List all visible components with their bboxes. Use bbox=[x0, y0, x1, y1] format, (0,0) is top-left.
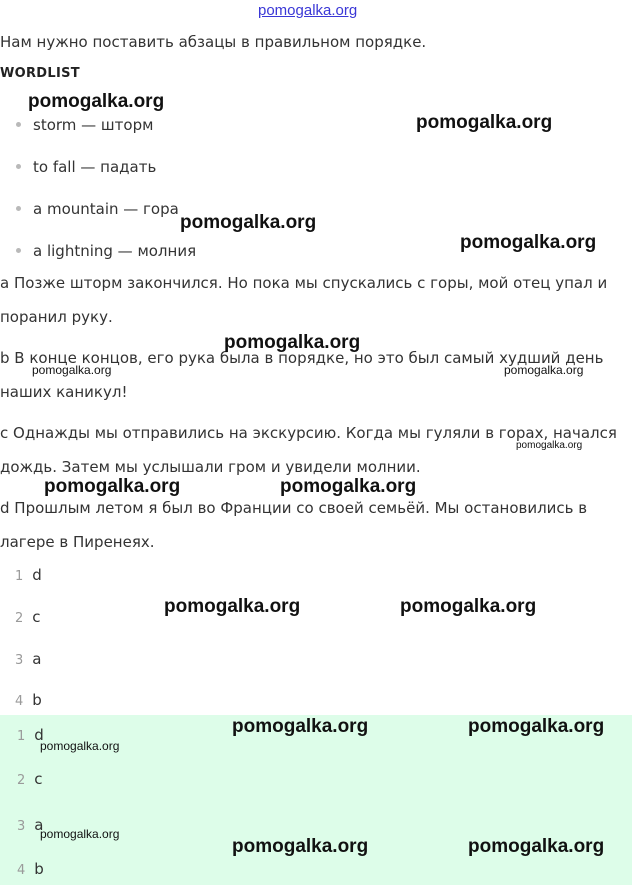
paragraph-d-line-1: d Прошлым летом я был во Франции со своей семьёй. Мы остановились в bbox=[0, 499, 588, 517]
watermark: pomogalka.org bbox=[28, 91, 165, 112]
site-link[interactable]: pomogalka.org bbox=[258, 2, 358, 19]
wordlist-item bbox=[16, 242, 196, 260]
bullet-icon bbox=[16, 122, 21, 127]
wordlist-item bbox=[16, 158, 156, 176]
paragraph-b-line-1: b В конце концов, его рука была в порядке, но это был самый худший день bbox=[0, 349, 604, 367]
answer-letter: b bbox=[34, 860, 44, 878]
watermark: pomogalka.org bbox=[416, 112, 553, 133]
watermark: pomogalka.org bbox=[40, 827, 120, 841]
watermark: pomogalka.org bbox=[516, 440, 583, 451]
answer-letter: c bbox=[34, 770, 43, 788]
correct-answer-row bbox=[17, 859, 44, 878]
watermark: pomogalka.org bbox=[164, 596, 301, 617]
watermark: pomogalka.org bbox=[44, 476, 181, 497]
answer-row bbox=[15, 649, 41, 668]
answer-number: 1 bbox=[15, 569, 24, 584]
watermark: pomogalka.org bbox=[468, 716, 605, 737]
answer-number: 2 bbox=[15, 611, 24, 626]
answer-row bbox=[15, 607, 41, 626]
paragraph-c-line-2: дождь. Затем мы услышали гром и увидели молнии. bbox=[0, 458, 421, 476]
paragraph-a-line-2: поранил руку. bbox=[0, 308, 113, 326]
bullet-icon bbox=[16, 164, 21, 169]
paragraph-c-line-1: c Однажды мы отправились на экскурсию. Когда мы гуляли в горах, начался bbox=[0, 424, 617, 442]
watermark: pomogalka.org bbox=[40, 739, 120, 753]
answer-row bbox=[15, 690, 42, 709]
bullet-icon bbox=[16, 206, 21, 211]
wordlist-item-text: storm — шторм bbox=[33, 116, 154, 134]
wordlist-title: WORDLIST bbox=[0, 66, 80, 81]
answer-number: 2 bbox=[17, 773, 26, 788]
answer-letter: c bbox=[32, 608, 41, 626]
wordlist-item-text: a lightning — молния bbox=[33, 242, 197, 260]
watermark: pomogalka.org bbox=[504, 363, 584, 377]
paragraph-d-line-2: лагере в Пиренеях. bbox=[0, 533, 155, 551]
answer-letter: a bbox=[32, 650, 42, 668]
answer-letter: d bbox=[32, 566, 42, 584]
watermark: pomogalka.org bbox=[400, 596, 537, 617]
bullet-icon bbox=[16, 248, 21, 253]
wordlist-item-text: to fall — падать bbox=[33, 158, 157, 176]
answer-number: 3 bbox=[15, 653, 24, 668]
answer-number: 3 bbox=[17, 819, 26, 834]
watermark: pomogalka.org bbox=[232, 716, 369, 737]
watermark: pomogalka.org bbox=[224, 332, 361, 353]
correct-answer-row bbox=[17, 769, 43, 788]
answer-number: 4 bbox=[17, 863, 26, 878]
answer-letter: a bbox=[34, 816, 44, 834]
answer-row bbox=[15, 565, 42, 584]
answer-number: 4 bbox=[15, 694, 24, 709]
paragraph-b-line-2: наших каникул! bbox=[0, 383, 128, 401]
paragraph-a-line-1: a Позже шторм закончился. Но пока мы спускались с горы, мой отец упал и bbox=[0, 274, 608, 292]
wordlist-item bbox=[16, 116, 153, 134]
wordlist-item bbox=[16, 200, 179, 218]
wordlist-item-text: a mountain — гора bbox=[33, 200, 179, 218]
watermark: pomogalka.org bbox=[280, 476, 417, 497]
answer-number: 1 bbox=[17, 729, 26, 744]
watermark: pomogalka.org bbox=[232, 836, 369, 857]
watermark: pomogalka.org bbox=[180, 212, 317, 233]
watermark: pomogalka.org bbox=[460, 232, 597, 253]
answer-letter: d bbox=[34, 726, 44, 744]
task-instruction: Нам нужно поставить абзацы в правильном порядке. bbox=[0, 33, 427, 51]
watermark: pomogalka.org bbox=[32, 363, 112, 377]
watermark: pomogalka.org bbox=[468, 836, 605, 857]
answer-letter: b bbox=[32, 691, 42, 709]
